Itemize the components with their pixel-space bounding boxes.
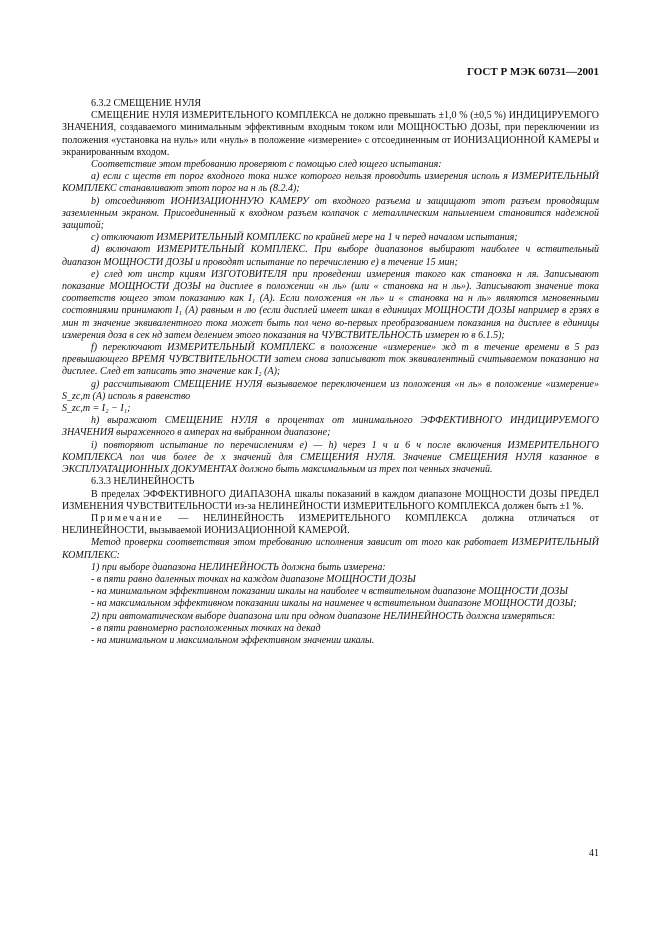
section-632-intro: СМЕЩЕНИЕ НУЛЯ ИЗМЕРИТЕЛЬНОГО КОМПЛЕКСА не должно превышать ±1,0 % (±0,5 %) ИНДИЦИРУЕМОГО ЗНАЧЕНИЯ, создаваемого минимальным эффективным входным током или МОЩНОСТЬЮ ДОЗЫ, при переключении из положения «установка на нуль» или «нуль» в положение «измерение» с отсоединенным от ИОНИЗАЦИОННОЙ КАМЕРЫ и экранированным входом. [62, 110, 599, 158]
step-g: g) рассчитывают СМЕЩЕНИЕ НУЛЯ вызываемое переключением из положения «н ль» в положение «измерение» S_zc,m (A) исполь я равенство [62, 378, 599, 402]
step-i: i) повторяют испытание по перечислениям e) — h) через 1 ч и 6 ч после включения ИЗМЕРИТЕЛЬНОГО КОМПЛЕКСА пол чив более де х значений для СМЕЩЕНИЯ НУЛЯ. Значение СМЕЩЕНИЯ НУЛЯ казанное в ЭКСПЛУАТАЦИОННЫХ ДОКУМЕНТАХ должно быть максимальным из трех пол ченных значений. [62, 439, 599, 476]
section-633-method: Метод проверки соответствия этом требованию исполнения зависит от того как работает ИЗМЕРИТЕЛЬНЫЙ КОМПЛЕКС: [62, 537, 599, 561]
step-c: c) отключают ИЗМЕРИТЕЛЬНЫЙ КОМПЛЕКС по крайней мере на 1 ч перед началом испытания; [91, 232, 518, 244]
zero-shift-formula: S_zc,m = I₂ − I₁; [62, 403, 131, 415]
method-item-1b: - на минимальном эффективном показании шкалы на наиболее ч вствительном диапазоне МОЩНОСТИ ДОЗЫ [91, 586, 568, 598]
step-d: d) включают ИЗМЕРИТЕЛЬНЫЙ КОМПЛЕКС. При выборе диапазонов выбирают наиболее ч вствительный диапазон МОЩНОСТИ ДОЗЫ и проводят испытание по перечислению e) в течение 15 мин; [62, 244, 599, 268]
method-item-1c: - на максимальном эффективном показании шкалы на наименее ч вствительном диапазоне МОЩНОСТИ ДОЗЫ; [91, 598, 577, 610]
step-e: e) след ют инстр кциям ИЗГОТОВИТЕЛЯ при проведении измерения такого как становка н ля. Записывают показание МОЩНОСТИ ДОЗЫ на дисплее в положении «н ль» (или « становка на н ль»). Записывают значение тока соответств ющего этом показанию как I₁ (A). Если положения «н ль» и « становка на н ль» являются мгновенными состояниями принимают I₁ (A) равным н лю (если дисплей имеет шкал в единицах МОЩНОСТИ ДОЗЫ например в грэях в мин т значение эквивалентного тока может быть пол чено во-первых преобразованием показания на дисплее в единицы измерения доза в сек нд затем делением этого показания на ЧУВСТВИТЕЛЬНОСТЬ измерен ю в 6.1.5); [62, 268, 599, 341]
note-text: — НЕЛИНЕЙНОСТЬ ИЗМЕРИТЕЛЬНОГО КОМПЛЕКСА должна отличаться от НЕЛИНЕЙНОСТИ, вызываемой ИОНИЗАЦИОННОЙ КАМЕРОЙ. [62, 512, 599, 537]
note-label: Примечание [91, 512, 164, 524]
section-633-heading: 6.3.3 НЕЛИНЕЙНОСТЬ [91, 476, 195, 488]
step-b: b) отсоединяют ИОНИЗАЦИОННУЮ КАМЕРУ от входного разъема и защищают этот разъем проводящим заземленным экраном. Присоединенный к входном разъем колпачок с металлическим напылением становится надежной защитой; [62, 195, 599, 232]
step-f: f) переключают ИЗМЕРИТЕЛЬНЫЙ КОМПЛЕКС в положение «измерение» жд т в течение времени в 5 раз превышающего ВРЕМЯ ЧУВСТВИТЕЛЬНОСТИ затем снова записывают ток эквивалентный считываемом показанию на дисплее. След ет записать это значение как I₂ (A); [62, 342, 599, 378]
method-item-2: 2) при автоматическом выборе диапазона или при одном диапазоне НЕЛИНЕЙНОСТЬ должна измеряться: [91, 610, 556, 622]
step-h: h) выражают СМЕЩЕНИЕ НУЛЯ в процентах от минимального ЭФФЕКТИВНОГО ИНДИЦИРУЕМОГО ЗНАЧЕНИЯ выраженного в амперах на выбранном диапазоне; [62, 415, 599, 439]
section-633-note [62, 513, 599, 537]
standard-header: ГОСТ Р МЭК 60731—2001 [467, 66, 599, 78]
section-632-check: Соответствие этом требованию проверяют с помощью след ющего испытания: [91, 159, 442, 171]
method-item-1: 1) при выборе диапазона НЕЛИНЕЙНОСТЬ должна быть измерена: [91, 561, 386, 573]
page-content [62, 98, 599, 647]
method-item-2b: - на минимальном и максимальном эффективном значении шкалы. [91, 634, 375, 646]
method-item-2a: - в пяти равномерно расположенных точках на декад [91, 622, 321, 634]
section-633-intro: В пределах ЭФФЕКТИВНОГО ДИАПАЗОНА шкалы показаний в каждом диапазоне МОЩНОСТИ ДОЗЫ ПРЕДЕЛ ИЗМЕНЕНИЯ ЧУВСТВИТЕЛЬНОСТИ из-за НЕЛИНЕЙНОСТИ ИЗМЕРИТЕЛЬНОГО КОМПЛЕКСА должен быть ±1 %. [62, 488, 599, 512]
step-a: a) если с ществ ет порог входного тока ниже которого нельзя проводить измерения исполь я ИЗМЕРИТЕЛЬНЫЙ КОМПЛЕКС станавливают этот порог на н ль (8.2.4); [62, 171, 599, 195]
page-number: 41 [589, 848, 599, 859]
section-632-heading: 6.3.2 СМЕЩЕНИЕ НУЛЯ [91, 98, 202, 109]
method-item-1a: - в пяти равно даленных точках на каждом диапазоне МОЩНОСТИ ДОЗЫ [91, 573, 416, 585]
